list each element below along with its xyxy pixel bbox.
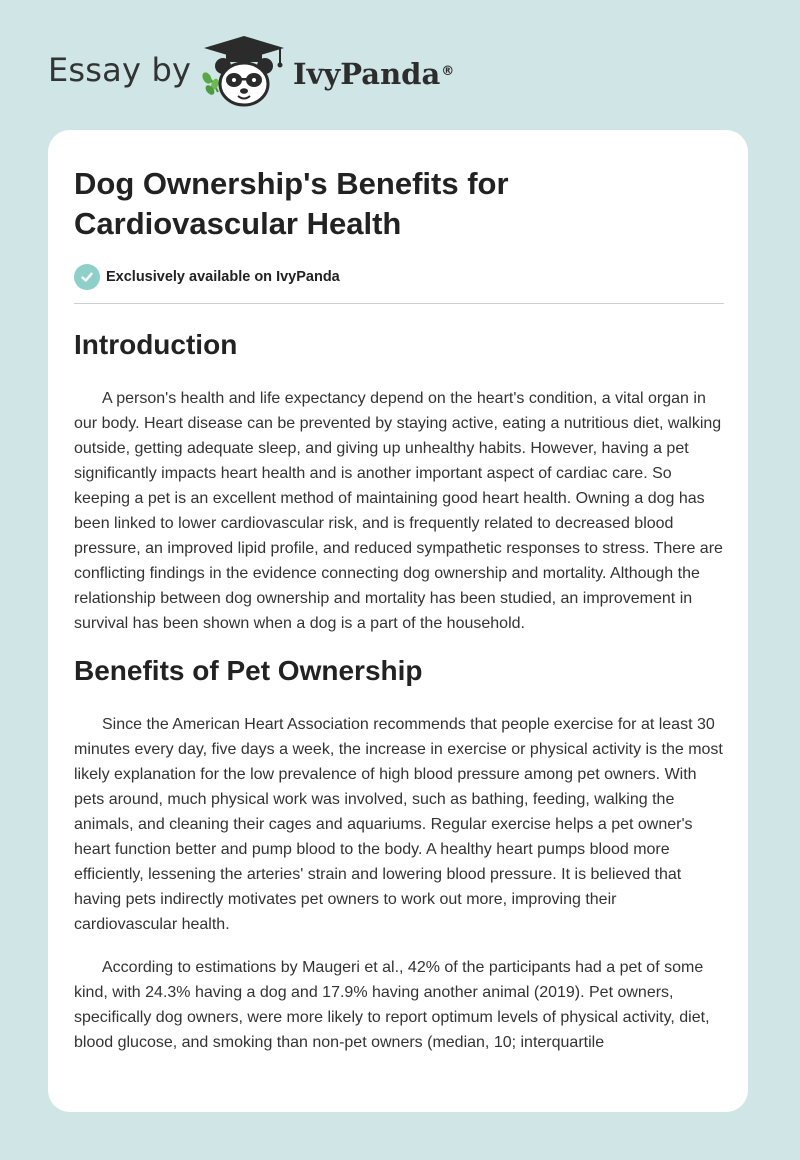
ivypanda-wordmark[interactable]: IvyPanda® xyxy=(293,57,455,91)
section-heading-introduction: Introduction xyxy=(74,329,238,360)
essay-title: Dog Ownership's Benefits for Cardiovascular Health xyxy=(74,166,509,241)
paragraph: A person's health and life expectancy depend on the heart's condition, a vital organ in our body. Heart disease can be prevented by staying active, eating a nutritious diet, walking outside, getting adequate sleep, and giving up unhealthy habits. However, having a pet significantly impacts heart health and is another important aspect of cardiac care. So keeping a pet is an excellent method of maintaining good heart health. Owning a dog has been linked to lower cardiovascular risk, and is frequently related to decreased blood pressure, an improved lipid profile, and reduced sympathetic responses to stress. There are conflicting findings in the evidence connecting dog ownership and mortality. Although the relationship between dog ownership and mortality has been studied, an improvement in survival has been shown when a dog is a part of the household. xyxy=(74,390,723,632)
section-heading-benefits: Benefits of Pet Ownership xyxy=(74,655,423,686)
essay-card xyxy=(48,130,748,1112)
site-header xyxy=(0,0,800,130)
panda-logo-icon[interactable] xyxy=(196,34,292,110)
essay-by-label: Essay by xyxy=(48,51,192,89)
paragraph: Since the American Heart Association recommends that people exercise for at least 30 minutes every day, five days a week, the increase in exercise or physical activity is the most likely explanation for the low prevalence of high blood pressure among pet owners. With pets around, much physical work was involved, such as bathing, feeding, walking the animals, and cleaning their cages and aquariums. Regular exercise helps a pet owner's heart function better and pump blood to the body. A healthy heart pumps blood more efficiently, lessening the arteries' strain and lowering blood pressure. It is believed that having pets indirectly motivates pet owners to work out more, improving their cardiovascular health. xyxy=(74,716,723,933)
checkmark-icon xyxy=(74,264,100,290)
registered-mark: ® xyxy=(441,64,455,79)
essay-body xyxy=(74,320,724,1055)
title-divider xyxy=(74,303,724,304)
paragraph: According to estimations by Maugeri et al., 42% of the participants had a pet of some kind, with 24.3% having a dog and 17.9% having another animal (2019). Pet owners, specifically dog owners, were more likely to report optimum levels of physical activity, diet, blood glucose, and smoking than non-pet owners (median, 10; interquartile xyxy=(74,959,710,1051)
exclusive-badge-text: Exclusively available on IvyPanda xyxy=(106,269,340,285)
exclusive-badge xyxy=(74,263,340,291)
